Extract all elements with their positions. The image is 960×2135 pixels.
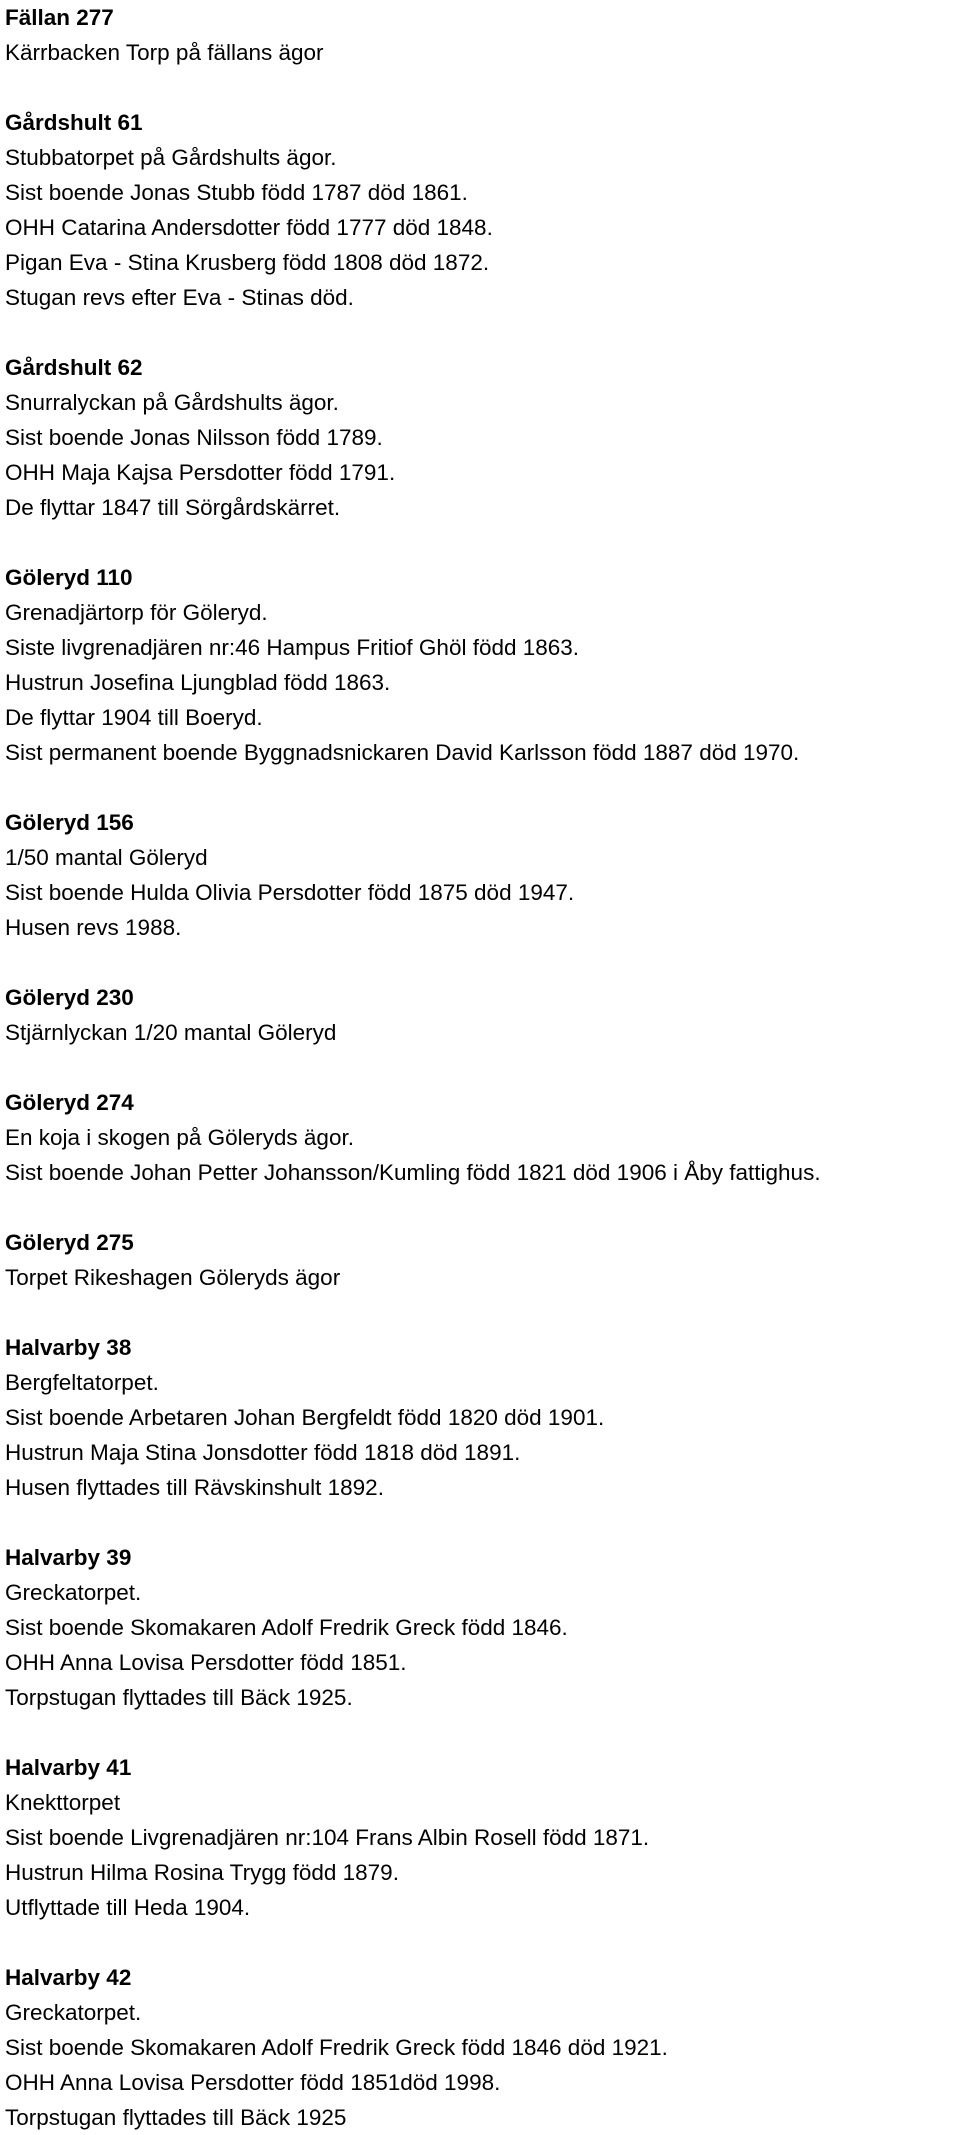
entry-gardshult-62	[5, 350, 960, 525]
entry-halvarby-38	[5, 1330, 960, 1505]
entry-line: Bergfeltatorpet.	[5, 1370, 159, 1395]
spacer	[5, 945, 960, 980]
entry-fallan-277	[5, 0, 960, 70]
entry-line: OHH Anna Lovisa Persdotter född 1851död 1998.	[5, 2070, 501, 2095]
entry-title: Göleryd 110	[5, 565, 133, 590]
spacer	[5, 770, 960, 805]
entry-gardshult-61	[5, 105, 960, 315]
entry-title: Göleryd 275	[5, 1230, 134, 1255]
entry-line: En koja i skogen på Göleryds ägor.	[5, 1125, 354, 1150]
entry-line: Torpstugan flyttades till Bäck 1925.	[5, 1685, 353, 1710]
entry-line: Sist boende Livgrenadjären nr:104 Frans Albin Rosell född 1871.	[5, 1825, 650, 1850]
entry-line: Sist boende Jonas Nilsson född 1789.	[5, 425, 383, 450]
entry-title: Fällan 277	[5, 5, 114, 30]
entry-line: Pigan Eva - Stina Krusberg född 1808 död 1872.	[5, 250, 490, 275]
entry-title: Halvarby 38	[5, 1335, 132, 1360]
spacer	[5, 525, 960, 560]
entry-line: OHH Maja Kajsa Persdotter född 1791.	[5, 460, 396, 485]
entry-line: Hustrun Hilma Rosina Trygg född 1879.	[5, 1860, 399, 1885]
spacer	[5, 1050, 960, 1085]
spacer	[5, 70, 960, 105]
entry-line: OHH Catarina Andersdotter född 1777 död 1848.	[5, 215, 493, 240]
entry-line: Greckatorpet.	[5, 2000, 142, 2025]
entry-title: Gårdshult 62	[5, 355, 143, 380]
entry-line: Sist permanent boende Byggnadsnickaren David Karlsson född 1887 död 1970.	[5, 740, 800, 765]
entry-line: Stubbatorpet på Gårdshults ägor.	[5, 145, 337, 170]
entry-line: Husen flyttades till Rävskinshult 1892.	[5, 1475, 384, 1500]
entry-line: Kärrbacken Torp på fällans ägor	[5, 40, 324, 65]
entry-line: Snurralyckan på Gårdshults ägor.	[5, 390, 339, 415]
entry-line: Knekttorpet	[5, 1790, 121, 1815]
entry-line: Torpet Rikeshagen Göleryds ägor	[5, 1265, 341, 1290]
spacer	[5, 1505, 960, 1540]
entry-line: Sist boende Arbetaren Johan Bergfeldt född 1820 död 1901.	[5, 1405, 605, 1430]
spacer	[5, 1925, 960, 1960]
entry-goleryd-156	[5, 805, 960, 945]
spacer	[5, 1295, 960, 1330]
entry-goleryd-275	[5, 1225, 960, 1295]
entry-line: Greckatorpet.	[5, 1580, 142, 1605]
entry-line: Torpstugan flyttades till Bäck 1925	[5, 2105, 347, 2130]
entry-line: Sist boende Skomakaren Adolf Fredrik Greck född 1846.	[5, 1615, 568, 1640]
entry-line: Siste livgrenadjären nr:46 Hampus Fritiof Ghöl född 1863.	[5, 635, 580, 660]
entry-line: De flyttar 1904 till Boeryd.	[5, 705, 263, 730]
spacer	[5, 1190, 960, 1225]
entry-goleryd-274	[5, 1085, 960, 1190]
entry-goleryd-110	[5, 560, 960, 770]
entry-line: Hustrun Josefina Ljungblad född 1863.	[5, 670, 391, 695]
entry-title: Göleryd 156	[5, 810, 134, 835]
entry-line: Utflyttade till Heda 1904.	[5, 1895, 251, 1920]
entry-goleryd-230	[5, 980, 960, 1050]
entry-line: Sist boende Skomakaren Adolf Fredrik Greck född 1846 död 1921.	[5, 2035, 668, 2060]
entry-title: Göleryd 274	[5, 1090, 134, 1115]
entry-halvarby-41	[5, 1750, 960, 1925]
entry-halvarby-42	[5, 1960, 960, 2135]
entry-title: Göleryd 230	[5, 985, 134, 1010]
entry-line: Sist boende Jonas Stubb född 1787 död 1861.	[5, 180, 468, 205]
entry-line: Stjärnlyckan 1/20 mantal Göleryd	[5, 1020, 337, 1045]
entry-title: Gårdshult 61	[5, 110, 143, 135]
entry-line: Grenadjärtorp för Göleryd.	[5, 600, 268, 625]
entry-line: OHH Anna Lovisa Persdotter född 1851.	[5, 1650, 407, 1675]
entry-line: De flyttar 1847 till Sörgårdskärret.	[5, 495, 341, 520]
entry-line: Sist boende Johan Petter Johansson/Kumling född 1821 död 1906 i Åby fattighus.	[5, 1160, 821, 1185]
entry-title: Halvarby 42	[5, 1965, 132, 1990]
entry-line: Stugan revs efter Eva - Stinas död.	[5, 285, 354, 310]
entry-halvarby-39	[5, 1540, 960, 1715]
entry-title: Halvarby 39	[5, 1545, 132, 1570]
entry-line: Husen revs 1988.	[5, 915, 182, 940]
entry-line: Hustrun Maja Stina Jonsdotter född 1818 död 1891.	[5, 1440, 521, 1465]
entry-line: Sist boende Hulda Olivia Persdotter född 1875 död 1947.	[5, 880, 575, 905]
spacer	[5, 1715, 960, 1750]
entry-title: Halvarby 41	[5, 1755, 132, 1780]
spacer	[5, 315, 960, 350]
entry-line: 1/50 mantal Göleryd	[5, 845, 208, 870]
